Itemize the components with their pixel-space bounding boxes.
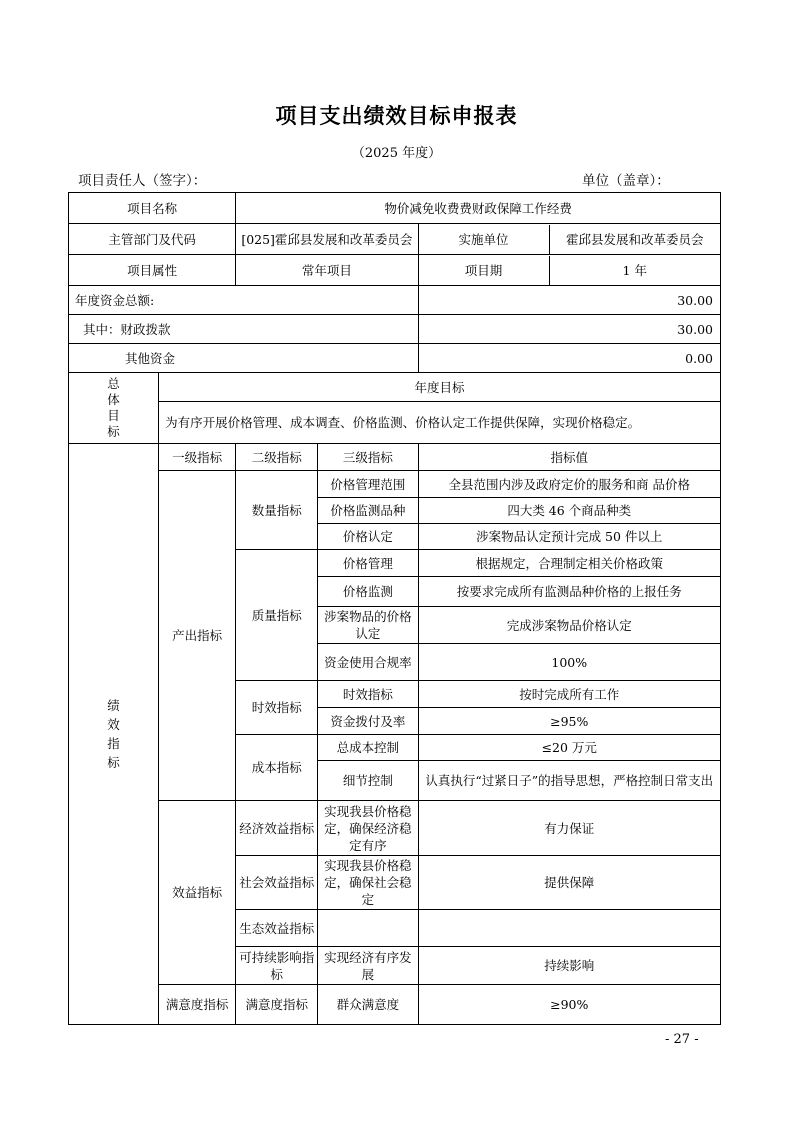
annual-goal-text: 为有序开展价格管理、成本调查、价格监测、价格认定工作提供保障，实现价格稳定。: [159, 402, 721, 444]
output-indicator: 产出指标: [159, 471, 236, 801]
ecological-benefit-indicator: 生态效益指标: [236, 910, 318, 947]
table-row-label: 资金拨付及率: [318, 708, 418, 735]
level2-header: 二级指标: [236, 444, 318, 471]
fiscal-funds-label: 其中：财政拨款: [69, 315, 419, 344]
sustainability-indicator: 可持续影响指标: [236, 947, 318, 985]
table-row-value: 有力保证: [418, 801, 721, 856]
social-benefit-indicator: 社会效益指标: [236, 856, 318, 910]
table-row-label: 涉案物品的价格认定: [318, 607, 418, 644]
responsible-person-label: 项目责任人（签字）：: [78, 173, 207, 189]
period-cell: [418, 255, 721, 286]
report-year: （2025 年度）: [351, 146, 442, 161]
table-row-label: 价格管理: [318, 550, 418, 577]
quantity-indicator: 数量指标: [236, 471, 318, 550]
period-label: 项目期: [419, 256, 550, 285]
annual-goal-header: 年度目标: [159, 373, 721, 402]
table-row-value: 提供保障: [418, 856, 721, 910]
other-funds-label: 其他资金: [69, 344, 419, 373]
project-name-value: 物价减免收费费财政保障工作经费: [236, 193, 721, 224]
performance-target-table: [68, 192, 721, 1025]
dept-label: 主管部门及代码: [69, 224, 236, 255]
period-value: 1 年: [622, 262, 647, 278]
table-row-label: 细节控制: [318, 761, 418, 801]
page-number: - 27 -: [665, 1032, 699, 1047]
table-row-label: 总成本控制: [318, 735, 418, 761]
satisfaction-level1: 满意度指标: [159, 985, 236, 1025]
table-row-value: 认真执行“过紧日子”的指导思想，严格控制日常支出: [418, 761, 721, 801]
table-row-value: 持续影响: [418, 947, 721, 985]
level1-header: 一级指标: [159, 444, 236, 471]
table-row-value: 按要求完成所有监测品种价格的上报任务: [418, 577, 721, 607]
table-row-label: 实现我县价格稳定，确保社会稳定: [318, 856, 418, 910]
page-title: 项目支出绩效目标申报表: [275, 104, 518, 128]
table-row-value: 完成涉案物品价格认定: [418, 607, 721, 644]
table-row-label: 群众满意度: [318, 985, 418, 1025]
impl-unit-label: 实施单位: [419, 225, 550, 254]
economic-benefit-indicator: 经济效益指标: [236, 801, 318, 856]
table-row-value: 100%: [418, 644, 721, 681]
table-row-value: 四大类 46 个商品种类: [418, 498, 721, 524]
table-row-value: 全县范围内涉及政府定价的服务和商 品价格: [418, 471, 721, 498]
benefit-indicator: 效益指标: [159, 801, 236, 985]
table-row-label: 价格监测品种: [318, 498, 418, 524]
table-row-value: 按时完成所有工作: [418, 681, 721, 708]
attr-value: 常年项目: [236, 255, 418, 286]
table-row-label: [318, 910, 418, 947]
table-row-label: 时效指标: [318, 681, 418, 708]
quality-indicator: 质量指标: [236, 550, 318, 681]
value-header: 指标值: [418, 444, 721, 471]
impl-cell: [418, 224, 721, 255]
level3-header: 三级指标: [318, 444, 418, 471]
performance-indicators-label: 绩 效 指 标: [69, 444, 159, 1025]
attr-label: 项目属性: [69, 255, 236, 286]
overall-goal-label: 总 体 目 标: [69, 373, 159, 444]
table-row-value: 涉案物品认定预计完成 50 件以上: [418, 524, 721, 550]
total-funds-value: 30.00: [418, 286, 721, 315]
total-funds-label: 年度资金总额:: [69, 286, 419, 315]
dept-value: [025]霍邱县发展和改革委员会: [236, 224, 418, 255]
timeliness-indicator: 时效指标: [236, 681, 318, 735]
impl-unit-value: 霍邱县发展和改革委员会: [565, 231, 704, 247]
table-row-label: 价格认定: [318, 524, 418, 550]
table-row-label: 价格管理范围: [318, 471, 418, 498]
table-row-label: 价格监测: [318, 577, 418, 607]
table-row-value: ≥90%: [418, 985, 721, 1025]
fiscal-funds-value: 30.00: [418, 315, 721, 344]
table-row-label: 实现我县价格稳定，确保经济稳定有序: [318, 801, 418, 856]
cost-indicator: 成本指标: [236, 735, 318, 801]
other-funds-value: 0.00: [418, 344, 721, 373]
table-row-value: 根据规定，合理制定相关价格政策: [418, 550, 721, 577]
table-row-value: ≥95%: [418, 708, 721, 735]
table-row-value: ≤20 万元: [418, 735, 721, 761]
table-row-value: [418, 910, 721, 947]
project-name-label: 项目名称: [69, 193, 236, 224]
satisfaction-level2: 满意度指标: [236, 985, 318, 1025]
unit-seal-label: 单位（盖章）：: [582, 173, 670, 189]
table-row-label: 资金使用合规率: [318, 644, 418, 681]
table-row-label: 实现经济有序发展: [318, 947, 418, 985]
